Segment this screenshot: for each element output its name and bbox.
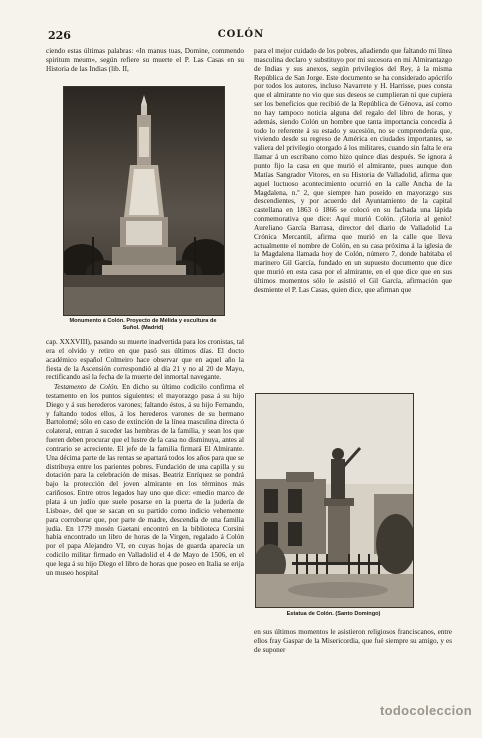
right-column: [254, 47, 452, 392]
statue-caption: Estatua de Colón. (Santo Domingo): [286, 611, 381, 617]
right-bottom-text: en sus últimos momentos le asistieron religiosos franciscanos, entre ellos fray Gaspar de la Misericordia, que fué siempre su amigo, y es de suponer: [254, 628, 452, 654]
left-column: [46, 47, 244, 74]
left-body-text: cap. XXXVIII), pasando su muerte inadvertida para los cronistas, tal era el olvido y retiro en que pasó sus últimos días. El docto académico español Colmeiro hace observar que en aquel año la fiesta de la Ascensión correspondió al día 21 y no al 20 de Mayo, rectificando así la fecha de la muerte del inmortal navegante.: [46, 338, 244, 382]
monument-photo: [63, 86, 225, 316]
right-top-text: para el mejor cuidado de los pobres, añadiendo que faltando mi línea masculina declaro y substituyo por mi sucesora en mi Almirantazgo de Indias y sus anexos, según privilegios del Rey, á la misma República de San Jorge. Este documento se ha considerado apócrifo por todos los autores, incluso Navarrete y H. Harrisse, pues consta que el almirante no vio que sus deseos se cumplieran ni que cupiera ser los beneficios que recibió de la República de Génova, así como no hay tampoco noticia alguna del regalo del libro de horas, y además, siendo Colón un hombre que tanta importancia concedía á todo lo referente á su estado y sucesión, no se comprendería que, viviendo desde su regreso de América en ciudades importantes, se valiera del privilegio otorgado á los militares, cuando sin falta le era llamar á un escribano como hizo quince días después. Se ignora á punto fijo la casa en que murió el almirante, pues aunque don Matías Sangrador Vitores, en su Historia de Valladolid, afirma que aquel luctuoso acontecimiento ocurrió en la calle Ancha de la Magdalena, n.º 2, que siempre han poseído en mayorazgo sus descendientes, y por acuerdo del Ayuntamiento de la capital castellana en 1863 ó 1866 se colocó en su fachada una lápida conmemorativa que dice: Aquí murió Colón. ¡Gloria al genio! Aureliano García Barrasa, director del diario de Valladolid La Crónica Mercantil, afirma que murió en la calle que lleva actualmente el nombre de Colón, en su casa próxima á la iglesia de la Magdalena llamada hoy de Colón, número 7, donde habitaba el marinero Gil García, fundado en un supuesto documento que dice que murió en esta casa por el almirante, en el que dice que en sus últimos momentos sólo le asistió el Gil García, afirmación que desmiente el P. Las Casas, quien dice, que afirman que: [254, 47, 452, 294]
running-title: COLÓN: [217, 29, 265, 40]
watermark-logo: todocoleccion: [379, 703, 472, 718]
left-top-text: ciendo estas últimas palabras: «In manus tuas, Domine, commendo spiritum meum», según refiere su muerte el P. Las Casas en su Historia de las Indias (lib. II,: [46, 47, 244, 73]
testament-section: [46, 383, 244, 708]
monument-caption: Monumento á Colón. Proyecto de Mélida y escultura de Suñol. (Madrid): [69, 318, 217, 331]
statue-photo: [255, 393, 414, 608]
right-column-bottom: [254, 628, 452, 655]
testament-heading: Testamento de Colón.: [54, 383, 119, 391]
testament-text: En dicho su último codicilo confirma el testamento en los puntos siguientes: el mayorazgo pasa á su hijo Diego y á sus herederos varones; faltando éstos, á su hijo Fernando, y faltando todos ellos, á los herederos varones de su hermano Bartolomé; sólo en caso de extinción de la línea masculina directa ó colateral, entran á suceder las hembras de la familia, y sean los que fueren deben procurar que el lustre de la casa no disminuya, antes al contrario se acreciente. El jefe de la familia firmará El Almirante. Una décima parte de las rentas se apartará todos los años para que se distribuya entre los parientes pobres. Fundación de una capilla y su dotación para la celebración de misas. Beatriz Enríquez se pondrá bajo la protección del joven almirante en los términos más cariñosos. Entre otros legados hay uno que dice: «medio marco de plata á un judío que suele posarse en la puerta de la judería de Lisboa», del que se sacan en su partido como indicio vehemente para corroborar que, por parte de madre, descendía de una familia judía. En 1779 mosén Gaetani encontró en la biblioteca Corsini había encontrado un libro de horas de la Virgen, regalado á Colón por el papa Alejandro VI, en cuyas hojas de guarda aparecía un codicilo militar firmado en Valladolid el 4 de Mayo de 1506, en el que lega á su hijo Diego el libro de horas que poseo en Italia se erija un museo hospital: [46, 383, 244, 577]
page-number: 226: [48, 29, 71, 42]
left-column-lower: [46, 338, 244, 708]
